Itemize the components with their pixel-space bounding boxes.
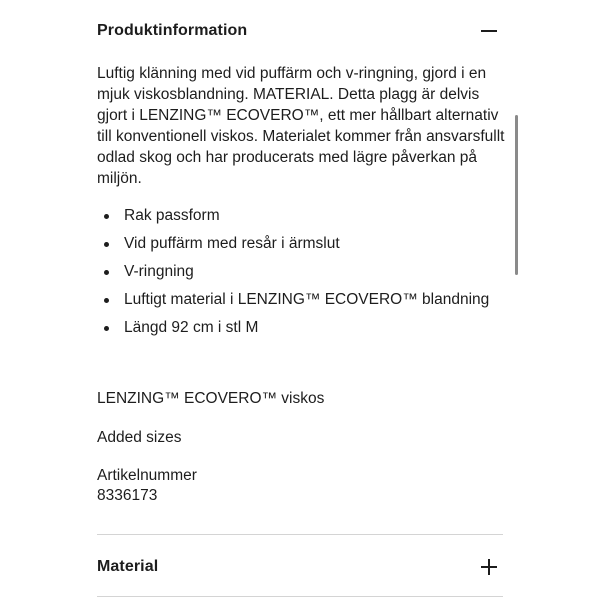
material-section-title: Material: [97, 558, 159, 575]
article-number-value: 8336173: [97, 487, 158, 504]
expand-plus-icon[interactable]: [479, 557, 499, 577]
material-section-header[interactable]: [97, 555, 503, 579]
material-composition: LENZING™ ECOVERO™ viskos: [97, 390, 325, 407]
feature-text: Längd 92 cm i stl M: [124, 319, 259, 336]
feature-text: V-ringning: [124, 263, 194, 280]
produktinformation-header[interactable]: [97, 19, 503, 43]
feature-text: Vid puffärm med resår i ärmslut: [124, 235, 340, 252]
produktinformation-title: Produktinformation: [97, 22, 248, 39]
bullet-icon: [104, 326, 109, 331]
bullet-icon: [104, 298, 109, 303]
list-item: [97, 233, 497, 255]
feature-list: [97, 205, 497, 345]
feature-text: Luftigt material i LENZING™ ECOVERO™ blandning: [124, 291, 490, 308]
product-description: Luftig klänning med vid puffärm och v-ringning, gjord i en mjuk viskosblandning. MATERIAL. Detta plagg är delvis gjort i LENZING™ ECOVERO™, ett mer hållbart alternativ till konventionell viskos. Materialet kommer från ansvarsfullt odlad skog och har producerats med lägre påverkan på miljön.: [97, 65, 505, 187]
list-item: [97, 317, 497, 339]
section-divider: [97, 534, 503, 535]
bullet-icon: [104, 270, 109, 275]
bullet-icon: [104, 242, 109, 247]
feature-text: Rak passform: [124, 207, 220, 224]
article-number-label: Artikelnummer: [97, 467, 197, 484]
list-item: [97, 289, 497, 311]
list-item: [97, 261, 497, 283]
scrollbar-thumb[interactable]: [515, 115, 518, 275]
section-divider: [97, 596, 503, 597]
list-item: [97, 205, 497, 227]
collapse-minus-icon[interactable]: [479, 21, 499, 41]
added-sizes-text: Added sizes: [97, 429, 182, 446]
bullet-icon: [104, 214, 109, 219]
